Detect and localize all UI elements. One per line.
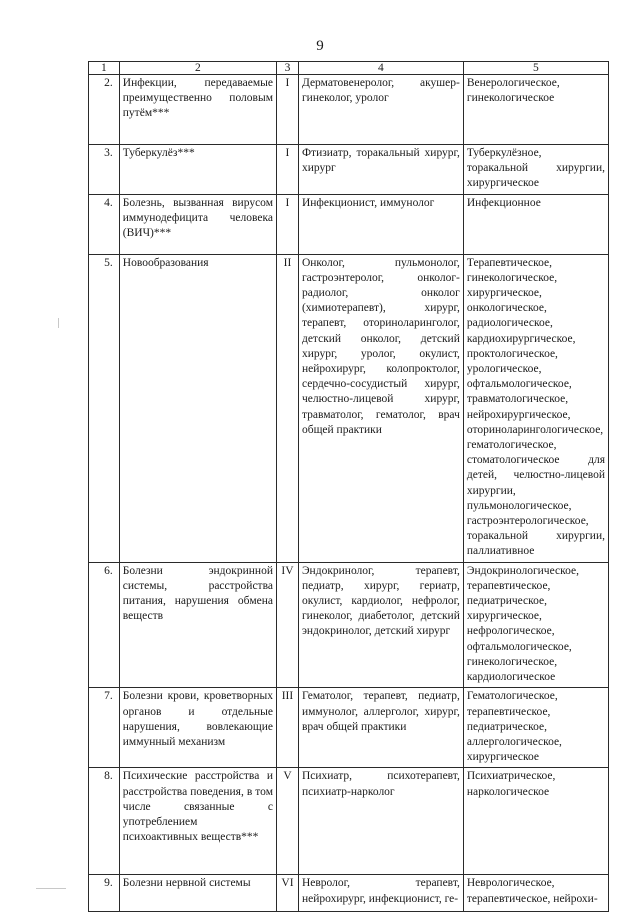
table-row: [89, 194, 609, 254]
disease-group: Инфекции, передаваемые преимущественно половым путём***: [119, 75, 276, 145]
bed-profile: Психиатрическое, наркологическое: [463, 768, 608, 875]
table-row: [89, 254, 609, 562]
disease-group: Туберкулёз***: [119, 145, 276, 195]
icd-class: III: [276, 688, 298, 768]
specialists: Психиатр, психотерапевт, психиатр-нарколог: [298, 768, 463, 875]
row-number: 2.: [89, 75, 120, 145]
disease-group: Болезнь, вызванная вирусом иммунодефицита человека (ВИЧ)***: [119, 194, 276, 254]
table-row: [89, 145, 609, 195]
specialists: Гематолог, терапевт, педиатр, иммунолог, аллерголог, хирург, врач общей практики: [298, 688, 463, 768]
icd-class: I: [276, 145, 298, 195]
header-cell: 5: [463, 62, 608, 75]
icd-class: VI: [276, 875, 298, 912]
header-cell: 3: [276, 62, 298, 75]
bed-profile: Терапевтическое, гинекологическое, хирургическое, онкологическое, радиологическое, кардиохирургическое, проктологическое, урологическое, офтальмологическое, травматологическое, нейрохирургическое, оториноларингологическое, гематологическое, стоматологическое для детей, челюстно-лицевой хирургии, пульмонологическое, гастроэнтерологическое, торакальной хирургии, паллиативное: [463, 254, 608, 562]
table-row: [89, 688, 609, 768]
scan-edge-mark: [58, 318, 59, 328]
header-cell: 2: [119, 62, 276, 75]
header-cell: 4: [298, 62, 463, 75]
disease-group: Болезни крови, кроветворных органов и отдельные нарушения, вовлекающие иммунный механизм: [119, 688, 276, 768]
bed-profile: Венерологическое, гинекологическое: [463, 75, 608, 145]
bed-profile: Эндокринологическое, терапевтическое, педиатрическое, хирургическое, нефрологическое, офтальмологическое, гинекологическое, кардиологическое: [463, 562, 608, 688]
specialists: Эндокринолог, терапевт, педиатр, хирург, гериатр, окулист, кардиолог, нефролог, гинеколог, диабетолог, детский эндокринолог, детский хирург: [298, 562, 463, 688]
disease-group: Болезни эндокринной системы, расстройства питания, нарушения обмена веществ: [119, 562, 276, 688]
row-number: 6.: [89, 562, 120, 688]
table-row: [89, 75, 609, 145]
row-number: 7.: [89, 688, 120, 768]
specialists: Дерматовенеролог, акушер-гинеколог, уролог: [298, 75, 463, 145]
icd-class: I: [276, 194, 298, 254]
row-number: 4.: [89, 194, 120, 254]
table-row: [89, 768, 609, 875]
scan-edge-mark: [36, 888, 66, 889]
disease-group: Болезни нервной системы: [119, 875, 276, 912]
specialists-table: [88, 61, 609, 912]
disease-group: Психические расстройства и расстройства поведения, в том числе связанные с употреблением психоактивных веществ***: [119, 768, 276, 875]
table-header-row: [89, 62, 609, 75]
page-number: 9: [316, 38, 324, 54]
icd-class: V: [276, 768, 298, 875]
specialists: Онколог, пульмонолог, гастроэнтеролог, онколог-радиолог, онколог (химиотерапевт), хирург, терапевт, оториноларинголог, детский онколог, детский хирург, уролог, окулист, нейрохирург, колопроктолог, сердечно-сосудистый хирург, челюстно-лицевой хирург, травматолог, гематолог, врач общей практики: [298, 254, 463, 562]
row-number: 3.: [89, 145, 120, 195]
icd-class: IV: [276, 562, 298, 688]
bed-profile: Инфекционное: [463, 194, 608, 254]
specialists: Невролог, терапевт, нейрохирург, инфекционист, ге-: [298, 875, 463, 912]
row-number: 9.: [89, 875, 120, 912]
bed-profile: Неврологическое, терапевтическое, нейрохи-: [463, 875, 608, 912]
header-cell: 1: [89, 62, 120, 75]
disease-group: Новообразования: [119, 254, 276, 562]
icd-class: I: [276, 75, 298, 145]
bed-profile: Гематологическое, терапевтическое, педиатрическое, аллергологическое, хирургическое: [463, 688, 608, 768]
row-number: 5.: [89, 254, 120, 562]
table-row: [89, 562, 609, 688]
table-row: [89, 875, 609, 912]
specialists: Фтизиатр, торакальный хирург, хирург: [298, 145, 463, 195]
specialists: Инфекционист, иммунолог: [298, 194, 463, 254]
icd-class: II: [276, 254, 298, 562]
bed-profile: Туберкулёзное, торакальной хирургии, хирургическое: [463, 145, 608, 195]
row-number: 8.: [89, 768, 120, 875]
